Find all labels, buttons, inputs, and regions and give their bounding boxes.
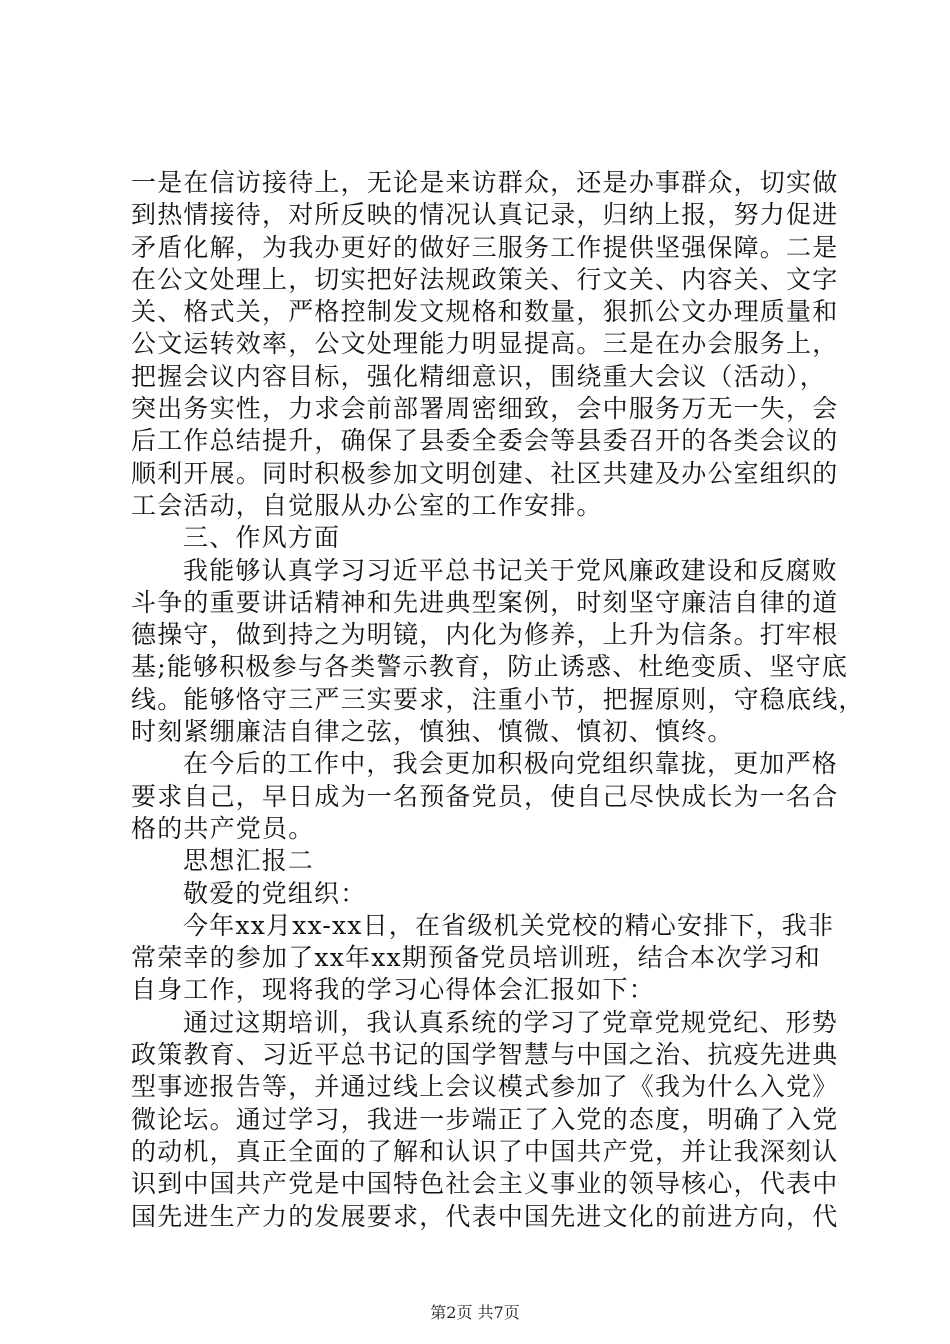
page-number: 第2页 共7页 (430, 1303, 520, 1322)
text-line: 政策教育、习近平总书记的国学智慧与中国之治、抗疫先进典 (131, 1040, 839, 1070)
text-line: 格的共产党员。 (131, 813, 315, 843)
text-line: 自身工作，现将我的学习心得体会汇报如下： (131, 975, 656, 1005)
text-line: 公文运转效率，公文处理能力明显提高。三是在办会服务上， (131, 329, 839, 359)
text-line: 线。能够恪守三严三实要求，注重小节，把握原则，守稳底线， (131, 684, 865, 714)
page-footer (0, 1300, 950, 1323)
text-line: 国先进生产力的发展要求，代表中国先进文化的前进方向，代 (131, 1201, 839, 1231)
text-line: 在公文处理上，切实把好法规政策关、行文关、内容关、文字 (131, 264, 839, 294)
text-line: 时刻紧绷廉洁自律之弦，慎独、慎微、慎初、慎终。 (131, 717, 734, 747)
text-line: 型事迹报告等，并通过线上会议模式参加了《我为什么入党》 (131, 1072, 839, 1102)
text-line: 顺利开展。同时积极参加文明创建、社区共建及办公室组织的 (131, 458, 839, 488)
text-line: 基;能够积极参与各类警示教育，防止诱惑、杜绝变质、坚守底 (131, 652, 849, 682)
text-line: 我能够认真学习习近平总书记关于党风廉政建设和反腐败 (183, 555, 839, 585)
text-line: 微论坛。通过学习，我进一步端正了入党的态度，明确了入党 (131, 1104, 839, 1134)
text-line: 今年xx月xx-xx日，在省级机关党校的精心安排下，我非 (183, 910, 835, 940)
text-line: 在今后的工作中，我会更加积极向党组织靠拢，更加严格 (183, 749, 839, 779)
text-line: 一是在信访接待上，无论是来访群众，还是办事群众，切实做 (131, 168, 839, 197)
text-line: 矛盾化解，为我办更好的做好三服务工作提供坚强保障。二是 (131, 232, 839, 262)
text-line: 识到中国共产党是中国特色社会主义事业的领导核心，代表中 (131, 1169, 839, 1199)
text-line: 通过这期培训，我认真系统的学习了党章党规党纪、形势 (183, 1007, 839, 1037)
salutation: 敬爱的党组织： (183, 878, 367, 908)
text-line: 突出务实性，力求会前部署周密细致，会中服务万无一失，会 (131, 394, 839, 424)
text-line: 德操守，做到持之为明镜，内化为修养，上升为信条。打牢根 (131, 620, 839, 650)
section-heading: 三、作风方面 (183, 523, 341, 553)
document-body (131, 167, 865, 1233)
text-line: 到热情接待，对所反映的情况认真记录，归纳上报，努力促进 (131, 200, 839, 230)
text-line: 关、格式关，严格控制发文规格和数量，狠抓公文办理质量和 (131, 297, 839, 327)
text-line: 的动机，真正全面的了解和认识了中国共产党，并让我深刻认 (131, 1136, 839, 1166)
text-line: 把握会议内容目标，强化精细意识，围绕重大会议（活动）， (131, 361, 826, 391)
text-line: 要求自己，早日成为一名预备党员，使自己尽快成长为一名合 (131, 781, 839, 811)
section-heading: 思想汇报二 (183, 846, 315, 876)
text-line: 后工作总结提升，确保了县委全委会等县委召开的各类会议的 (131, 426, 839, 456)
text-line: 工会活动，自觉服从办公室的工作安排。 (131, 490, 603, 520)
text-line: 常荣幸的参加了xx年xx期预备党员培训班，结合本次学习和 (131, 943, 821, 973)
text-line: 斗争的重要讲话精神和先进典型案例，时刻坚守廉洁自律的道 (131, 587, 839, 617)
